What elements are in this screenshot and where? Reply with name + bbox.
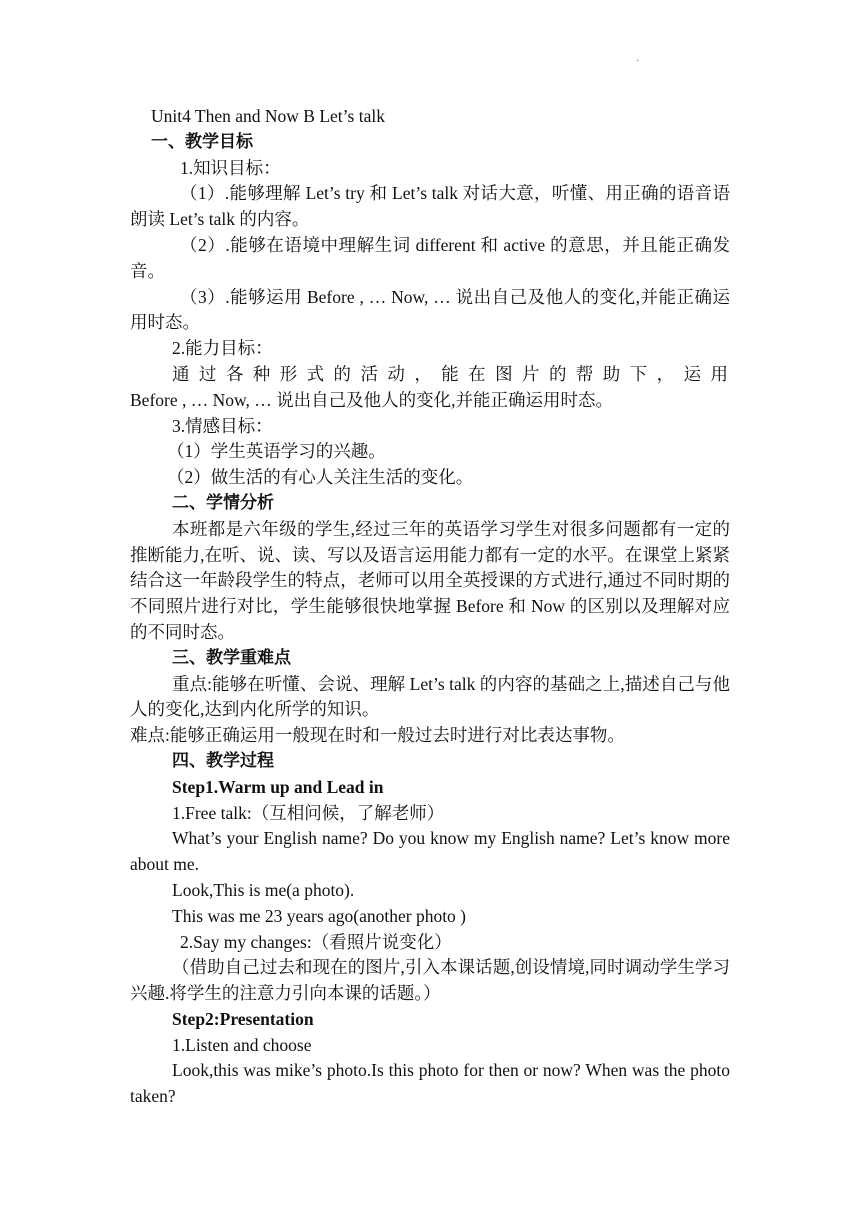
section-heading-objectives: 一、教学目标: [151, 131, 253, 152]
knowledge-goal-3: （3）.能够运用 Before , … Now, … 说出自己及他人的变化,并能正确运用时态。: [130, 286, 730, 333]
step2-heading: Step2:Presentation: [172, 1008, 314, 1029]
analysis-body: 本班都是六年级的学生,经过三年的英语学习学生对很多问题都有一定的推断能力,在听、说、读、写以及语言运用能力都有一定的水平。在课堂上紧紧结合这一年龄段学生的特点，老师可以用全英授课的方式进行,通过不同时期的不同照片进行对比，学生能够很快地掌握 Before 和 Now 的区别以及理解对应的不同时态。: [130, 518, 730, 642]
step1-heading: Step1.Warm up and Lead in: [172, 776, 384, 797]
knowledge-goal-2: （2）.能够在语境中理解生词 different 和 active 的意思，并且能正确发音。: [130, 234, 730, 281]
section-heading-key-points: 三、教学重难点: [172, 647, 291, 668]
emotion-goal-2: （2）做生活的有心人关注生活的变化。: [167, 467, 474, 488]
listen-choose: 1.Listen and choose: [172, 1034, 312, 1055]
ability-goal-line-2: Before , … Now, … 说出自己及他人的变化,并能正确运用时态。: [130, 389, 614, 410]
corner-mark: ·: [636, 56, 640, 67]
key-point: 重点:能够在听懂、会说、理解 Let’s talk 的内容的基础之上,描述自己与他人的变化,达到内化所学的知识。: [130, 673, 730, 720]
warmup-question: What’s your English name? Do you know my English name? Let’s know more about me.: [130, 828, 730, 875]
knowledge-goal-1: （1）.能够理解 Let’s try 和 Let’s talk 对话大意，听懂、用正确的语音语朗读 Let’s talk 的内容。: [130, 183, 730, 230]
section-heading-analysis: 二、学情分析: [172, 492, 274, 513]
emotion-goal-1: （1）学生英语学习的兴趣。: [167, 441, 386, 462]
say-changes: 2.Say my changes:（看照片说变化）: [180, 931, 452, 952]
ability-goal-heading: 2.能力目标：: [172, 338, 273, 359]
presentation-question: Look,this was mike’s photo.Is this photo for then or now? When was the photo taken?: [130, 1060, 730, 1107]
document-body: [130, 104, 730, 1110]
document-title: Unit4 Then and Now B Let’s talk: [151, 106, 385, 126]
design-note: （借助自己过去和现在的图片,引入本课话题,创设情境,同时调动学生学习兴趣.将学生的注意力引向本课的话题。）: [130, 957, 730, 1004]
ability-goal-line-1: 通过各种形式的活动，能在图片的帮助下，运用: [172, 363, 730, 384]
section-heading-process: 四、教学过程: [172, 750, 274, 771]
look-photo-line: Look,This is me(a photo).: [172, 879, 355, 900]
years-ago-line: This was me 23 years ago(another photo ): [172, 905, 467, 926]
difficult-point: 难点:能够正确运用一般现在时和一般过去时进行对比表达事物。: [130, 725, 625, 746]
knowledge-goal-heading: 1.知识目标：: [180, 157, 281, 178]
emotion-goal-heading: 3.情感目标：: [172, 415, 273, 436]
free-talk: 1.Free talk:（互相问候，了解老师）: [172, 802, 445, 823]
